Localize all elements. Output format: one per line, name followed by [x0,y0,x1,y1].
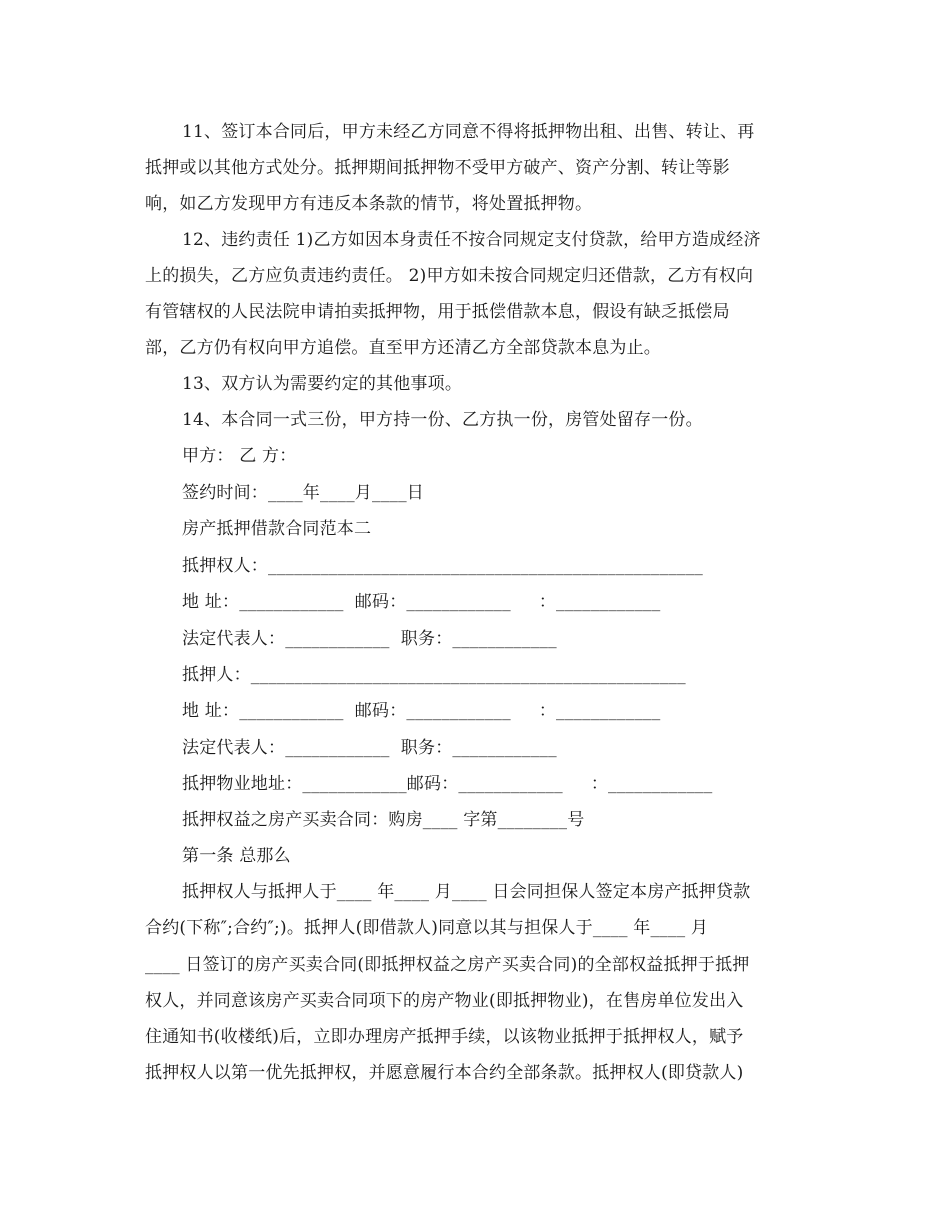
clause-12-line-1: 12、违约责任 1)乙方如因本身责任不按合同规定支付贷款，给甲方造成经济 [182,230,761,250]
clause-13: 13、双方认为需要约定的其他事项。 [182,374,463,394]
clause-12-line-2: 上的损失，乙方应负责违约责任。 2)甲方如未按合同规定归还借款，乙方有权向 [145,266,754,286]
article-one-line-5: 住通知书(收楼纸)后，立即办理房产抵押手续，以该物业抵押于抵押权人，赋予 [145,1027,744,1047]
mortgagor-field: 抵押人：__________________________________________________ [182,665,686,685]
template-two-title: 房产抵押借款合同范本二 [182,519,372,539]
article-one-line-3: ____ 日签订的房产买卖合同(即抵押权益之房产买卖合同)的全部权益抵押于抵押 [145,955,750,975]
clause-11-line-3: 响，如乙方发现甲方有违反本条款的情节，将处置抵押物。 [145,194,593,214]
article-one-heading: 第一条 总那么 [182,846,291,866]
article-one-line-1: 抵押权人与抵押人于____ 年____ 月____ 日会同担保人签定本房产抵押贷款 [182,882,751,902]
signature-parties: 甲方： 乙 方： [182,446,297,466]
clause-14: 14、本合同一式三份，甲方持一份、乙方执一份，房管处留存一份。 [182,410,703,430]
article-one-line-6: 抵押权人以第一优先抵押权，并愿意履行本合约全部条款。抵押权人(即贷款人) [145,1063,744,1083]
signing-date: 签约时间：____年____月____日 [182,483,424,503]
purchase-contract-row: 抵押权益之房产买卖合同：购房____ 字第________号 [182,810,585,830]
mortgagor-representative-row: 法定代表人：____________ 职务：____________ [182,738,557,758]
article-one-line-2: 合约(下称″;合约″;)。抵押人(即借款人)同意以其与担保人于____ 年____ 月 [145,918,709,938]
mortgagee-address-row: 地 址：____________ 邮码：____________ ：____________ [182,592,661,612]
clause-12-line-4: 部，乙方仍有权向甲方追偿。直至甲方还清乙方全部贷款本息为止。 [145,338,661,358]
mortgagor-address-row: 地 址：____________ 邮码：____________ ：____________ [182,701,661,721]
mortgagee-representative-row: 法定代表人：____________ 职务：____________ [182,629,557,649]
property-address-row: 抵押物业地址：____________邮码：____________ ：____________ [182,774,713,794]
mortgagee-field: 抵押权人：__________________________________________________ [182,556,703,576]
clause-11-line-2: 抵押或以其他方式处分。抵押期间抵押物不受甲方破产、资产分割、转让等影 [145,158,730,178]
clause-11-line-1: 11、签订本合同后，甲方未经乙方同意不得将抵押物出租、出售、转让、再 [182,122,755,142]
clause-12-line-3: 有管辖权的人民法院申请拍卖抵押物，用于抵偿借款本息，假设有缺乏抵偿局 [145,302,730,322]
article-one-line-4: 权人，并同意该房产买卖合同项下的房产物业(即抵押物业)，在售房单位发出入 [145,991,744,1011]
